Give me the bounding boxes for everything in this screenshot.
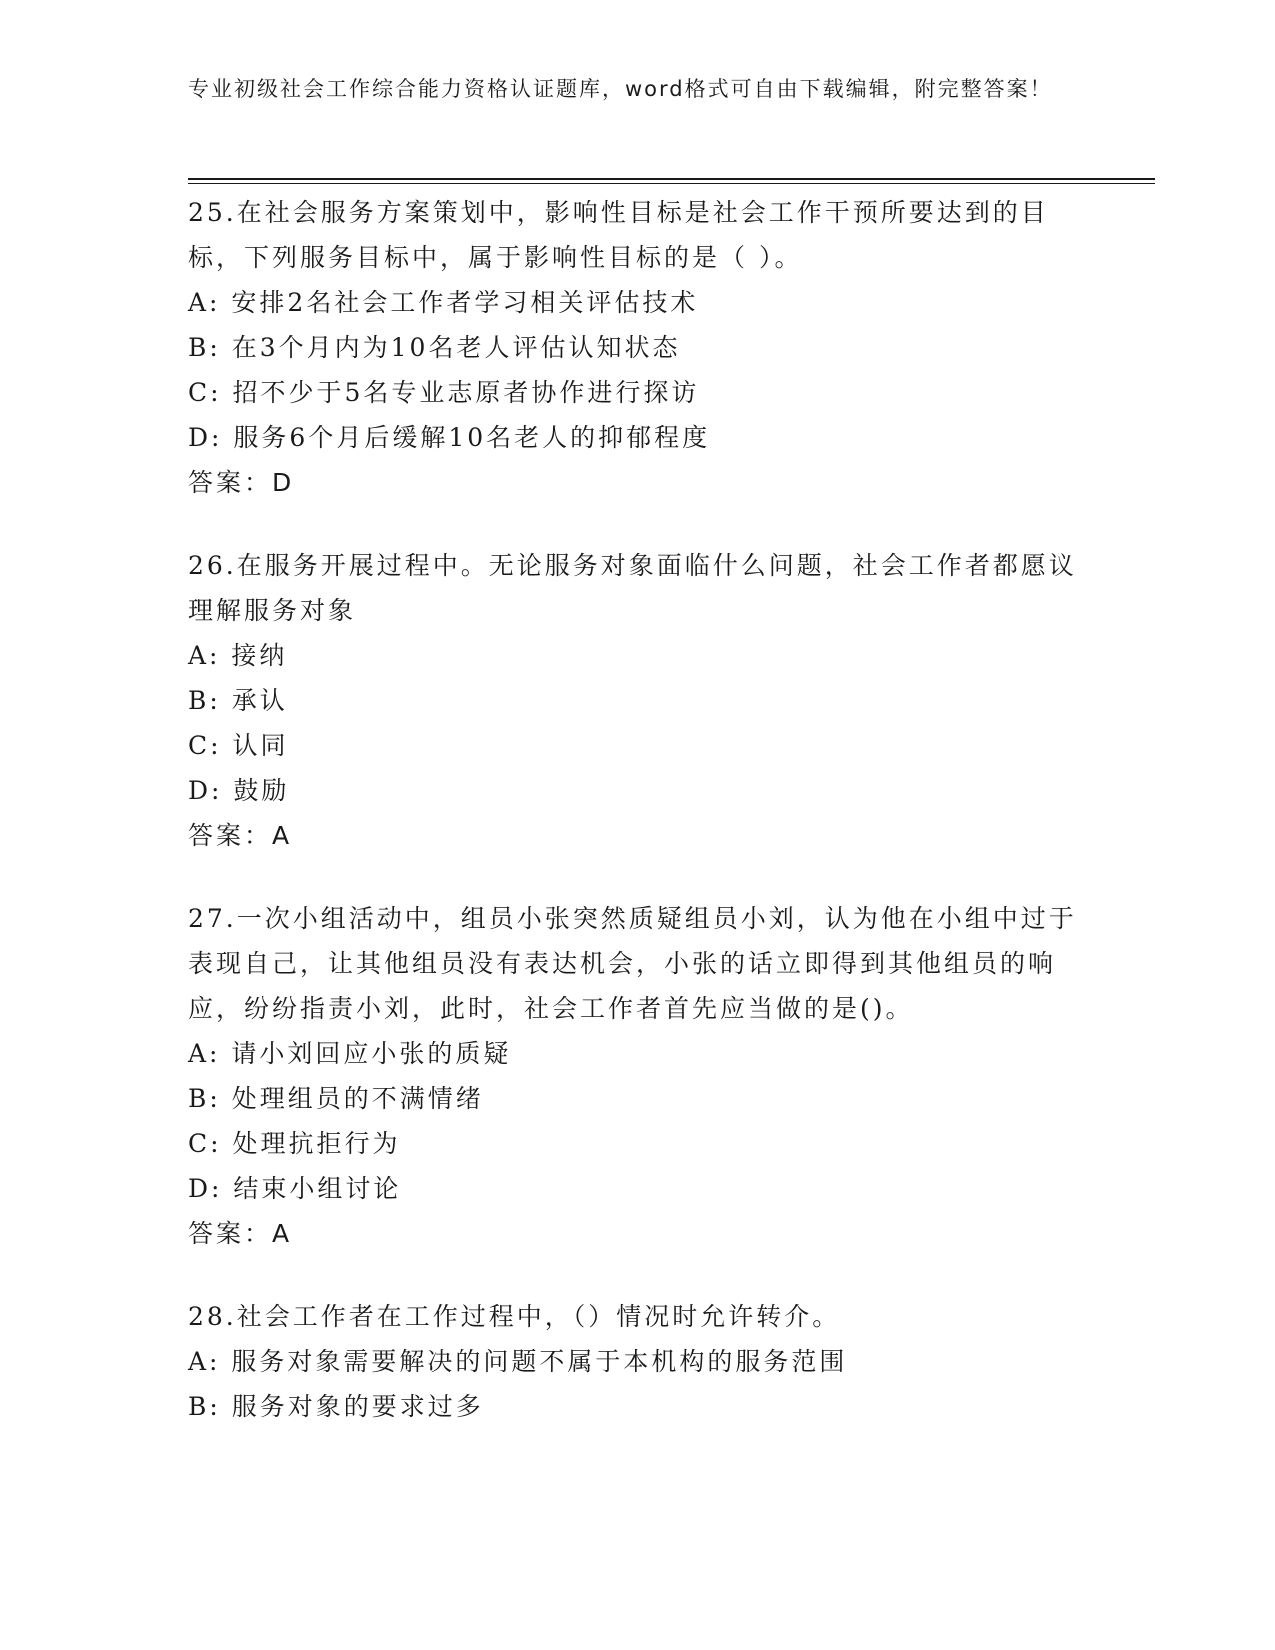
page-header: 专业初级社会工作综合能力资格认证题库，word格式可自由下载编辑，附完整答案！ [188, 77, 1053, 101]
question-28 [188, 1294, 1088, 1429]
answer-label: 答案：A [188, 1219, 293, 1248]
option-b: B: 在3个月内为10名老人评估认知状态 [188, 333, 681, 362]
option-a: A: 接纳 [188, 641, 288, 670]
question-list [188, 190, 1088, 1467]
option-d: D: 服务6个月后缓解10名老人的抑郁程度 [188, 423, 711, 452]
question-text: 25.在社会服务方案策划中，影响性目标是社会工作干预所要达到的目标，下列服务目标中，属于影响性目标的是（ ）。 [188, 198, 1049, 272]
question-text: 28.社会工作者在工作过程中，（）情况时允许转介。 [188, 1302, 841, 1331]
option-b: B: 承认 [188, 686, 288, 715]
option-a: A: 请小刘回应小张的质疑 [188, 1039, 512, 1068]
question-26 [188, 543, 1088, 858]
question-text: 27.一次小组活动中，组员小张突然质疑组员小刘，认为他在小组中过于表现自己，让其他组员没有表达机会，小张的话立即得到其他组员的响应，纷纷指责小刘，此时，社会工作者首先应当做的是()。 [188, 904, 1077, 1023]
option-d: D: 结束小组讨论 [188, 1174, 402, 1203]
option-c: C: 处理抗拒行为 [188, 1129, 401, 1158]
question-27 [188, 896, 1088, 1256]
option-b: B: 服务对象的要求过多 [188, 1392, 484, 1421]
option-a: A: 服务对象需要解决的问题不属于本机构的服务范围 [188, 1347, 848, 1376]
option-c: C: 认同 [188, 731, 289, 760]
answer-label: 答案：A [188, 821, 293, 850]
question-text: 26.在服务开展过程中。无论服务对象面临什么问题，社会工作者都愿议理解服务对象 [188, 551, 1077, 625]
option-b: B: 处理组员的不满情绪 [188, 1084, 484, 1113]
option-c: C: 招不少于5名专业志原者协作进行探访 [188, 378, 700, 407]
header-divider-thin [188, 183, 1155, 184]
option-d: D: 鼓励 [188, 776, 290, 805]
option-a: A: 安排2名社会工作者学习相关评估技术 [188, 288, 699, 317]
question-25 [188, 190, 1088, 505]
header-divider-thick [188, 178, 1155, 180]
answer-label: 答案：D [188, 468, 295, 497]
